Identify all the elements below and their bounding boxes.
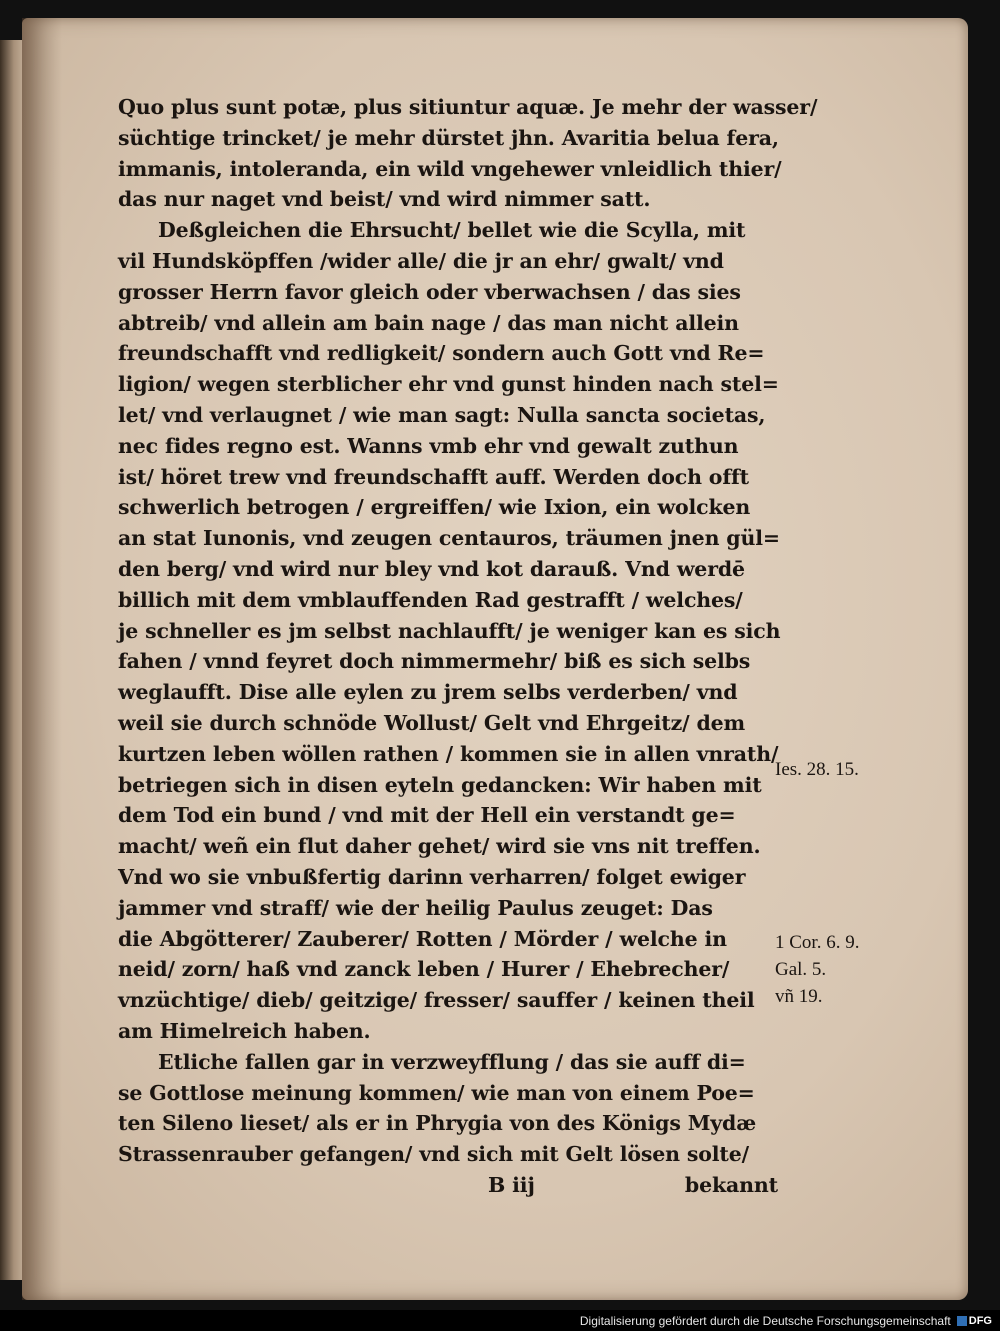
text-line: freundschafft vnd redligkeit/ sondern auch Gott vnd Re=: [118, 341, 765, 366]
signature-line: [118, 1170, 778, 1201]
footer-credit: Digitalisierung gefördert durch die Deutsche Forschungsgemeinschaft: [579, 1313, 951, 1328]
text-line: let/ vnd verlaugnet / wie man sagt: Nulla sancta societas,: [118, 402, 766, 427]
text-line: neid/ zorn/ haß vnd zanck leben / Hurer / Ehebrecher/: [118, 957, 730, 982]
text-line: Etliche fallen gar in verzweyfflung / das sie auff di=: [158, 1049, 746, 1074]
text-line: dem Tod ein bund / vnd mit der Hell ein verstandt ge=: [118, 803, 736, 828]
text-line: das nur naget vnd beist/ vnd wird nimmer satt.: [118, 187, 651, 212]
margin-note: Ies. 28. 15.: [775, 759, 859, 780]
page-gutter-shadow: [22, 18, 62, 1300]
text-line: se Gottlose meinung kommen/ wie man von einem Poe=: [118, 1080, 755, 1105]
dfg-logo-mark: [957, 1316, 967, 1326]
margin-note: 1 Cor. 6. 9.: [775, 932, 860, 953]
text-line: jammer vnd straff/ wie der heilig Paulus zeuget: Das: [118, 895, 713, 920]
signature-mark: B iij: [488, 1172, 535, 1197]
dfg-logo-icon: [957, 1315, 992, 1327]
text-line: weglaufft. Dise alle eylen zu jrem selbs verderben/ vnd: [118, 680, 738, 705]
text-line: ligion/ wegen sterblicher ehr vnd gunst hinden nach stel=: [118, 372, 779, 397]
text-line: schwerlich betrogen / ergreiffen/ wie Ixion, ein wolcken: [118, 495, 751, 520]
footer-bar: [0, 1310, 1000, 1331]
text-line: macht/ weñ ein flut daher gehet/ wird sie vns nit treffen.: [118, 834, 761, 859]
text-line: den berg/ vnd wird nur bley vnd kot darauß. Vnd werdē: [118, 556, 745, 581]
text-line: weil sie durch schnöde Wollust/ Gelt vnd Ehrgeitz/ dem: [118, 710, 746, 735]
text-line: billich mit dem vmblauffenden Rad gestrafft / welches/: [118, 587, 743, 612]
text-line: an stat Iunonis, vnd zeugen centauros, träumen jnen gül=: [118, 526, 780, 551]
text-line: immanis, intoleranda, ein wild vngehewer vnleidlich thier/: [118, 156, 782, 181]
text-line: süchtige trincket/ je mehr dürstet jhn. Avaritia belua fera,: [118, 125, 779, 150]
text-line: vnzüchtige/ dieb/ geitzige/ fresser/ sauffer / keinen theil: [118, 988, 755, 1013]
margin-note: Gal. 5.: [775, 959, 827, 980]
dfg-logo-text: DFG: [968, 1314, 992, 1327]
text-line: Vnd wo sie vnbußfertig darinn verharren/ folget ewiger: [118, 864, 746, 889]
text-line: ist/ höret trew vnd freundschafft auff. Werden doch offt: [118, 464, 749, 489]
text-line: kurtzen leben wöllen rathen / kommen sie in allen vnrath/: [118, 741, 779, 766]
text-line: am Himelreich haben.: [118, 1018, 371, 1043]
catchword: bekannt: [684, 1172, 778, 1197]
text-line: betriegen sich in disen eyteln gedancken: Wir haben mit: [118, 772, 762, 797]
text-line: Strassenrauber gefangen/ vnd sich mit Gelt lösen solte/: [118, 1142, 749, 1167]
text-line: grosser Herrn favor gleich oder vberwachsen / das sies: [118, 279, 741, 304]
margin-note: vñ 19.: [775, 986, 823, 1007]
text-line: je schneller es jm selbst nachlaufft/ je weniger kan es sich: [118, 618, 781, 643]
text-line: Quo plus sunt potæ, plus sitiuntur aquæ. Je mehr der wasser/: [118, 95, 818, 119]
text-line: die Abgötterer/ Zauberer/ Rotten / Mörder / welche in: [118, 926, 727, 951]
text-line: ten Sileno lieset/ als er in Phrygia von des Königs Mydæ: [118, 1111, 757, 1136]
text-line: fahen / vnnd feyret doch nimmermehr/ biß es sich selbs: [118, 649, 751, 674]
text-line: abtreib/ vnd allein am bain nage / das man nicht allein: [118, 310, 739, 335]
text-line: nec fides regno est. Wanns vmb ehr vnd gewalt zuthun: [118, 433, 739, 458]
text-line: Deßgleichen die Ehrsucht/ bellet wie die Scylla, mit: [158, 218, 746, 243]
text-line: vil Hundsköpffen /wider alle/ die jr an ehr/ gwalt/ vnd: [118, 248, 724, 273]
